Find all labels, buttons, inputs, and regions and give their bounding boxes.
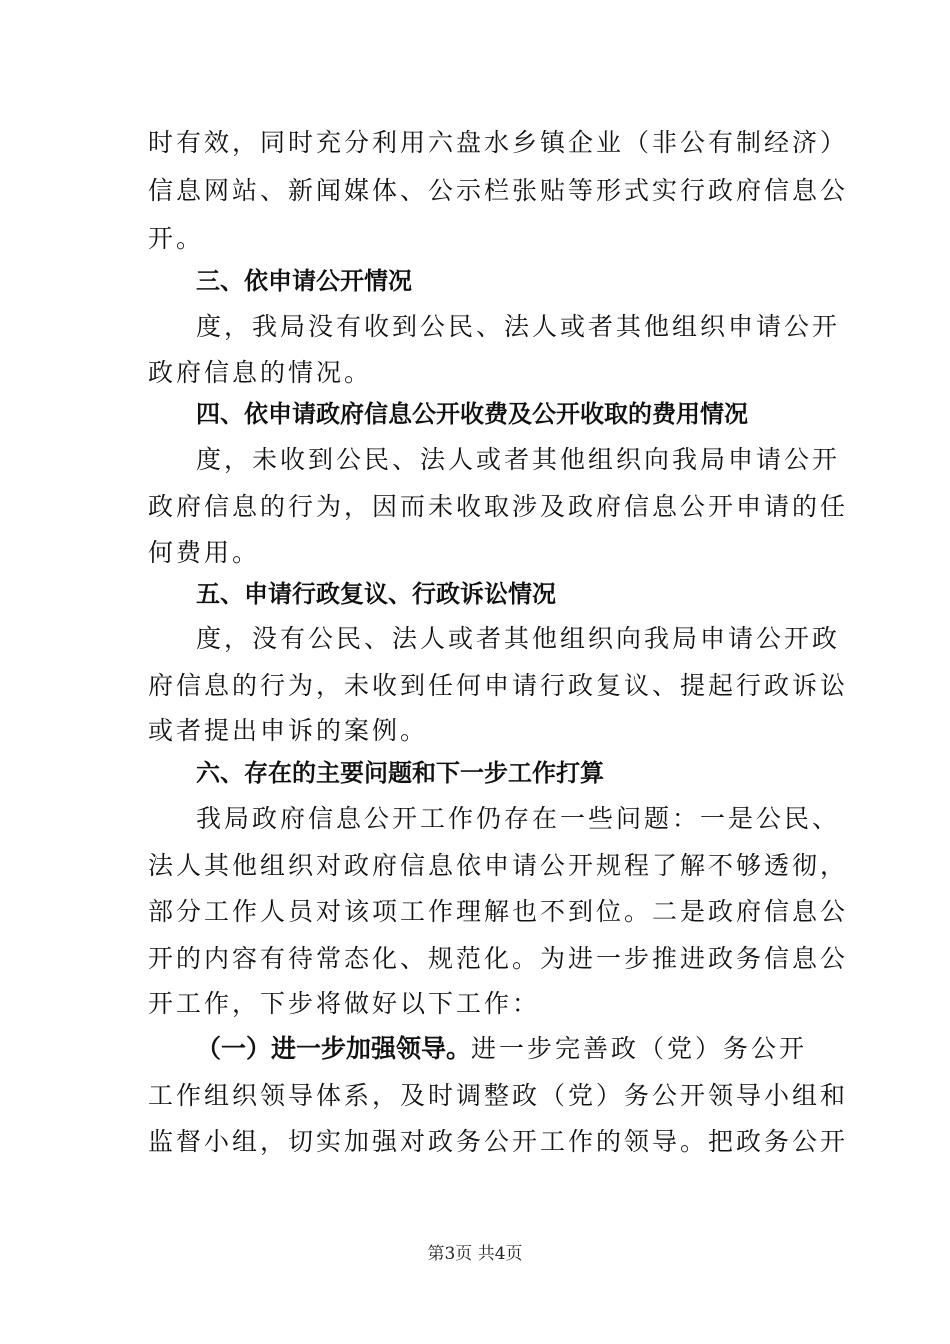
section-heading-6: 六、存在的主要问题和下一步工作打算 [196,759,604,787]
body-line: 府信息的行为，未收到任何申请行政复议、提起行政诉讼 [148,671,849,700]
body-line: 何费用。 [148,538,261,567]
body-line: 工作组织领导体系，及时调整政（党）务公开领导小组和 [148,1081,849,1110]
body-line: 开的内容有待常态化、规范化。为进一步推进政务信息公 [148,944,849,973]
section-heading-5: 五、申请行政复议、行政诉讼情况 [196,580,556,608]
body-line: 度，未收到公民、法人或者其他组织向我局申请公开 [196,445,841,474]
body-line: 政府信息的情况。 [148,358,373,387]
item-one-lead: （一）进一步加强领导。 [196,1034,472,1063]
body-line: 或者提出申诉的案例。 [148,716,429,745]
body-line: 时有效，同时充分利用六盘水乡镇企业（非公有制经济） [148,128,849,157]
body-line: 政府信息的行为，因而未收取涉及政府信息公开申请的任 [148,492,849,521]
body-line: 我局政府信息公开工作仍存在一些问题：一是公民、 [196,804,841,833]
section-heading-3: 三、依申请公开情况 [196,267,412,295]
body-line: 度，我局没有收到公民、法人或者其他组织申请公开 [196,312,841,341]
body-line: 开。 [148,224,205,253]
section-heading-4: 四、依申请政府信息公开收费及公开收取的费用情况 [196,400,748,428]
body-line: 部分工作人员对该项工作理解也不到位。二是政府信息公 [148,897,849,926]
body-line: 监督小组，切实加强对政务公开工作的领导。把政务公开 [148,1127,849,1156]
page-number-footer: 第3页 共4页 [427,1244,523,1264]
item-one-text: 进一步完善政（党）务公开 [471,1034,808,1063]
body-line: 信息网站、新闻媒体、公示栏张贴等形式实行政府信息公 [148,176,849,205]
body-line: 开工作，下步将做好以下工作： [148,989,541,1018]
item-one-line [0,1032,950,1066]
body-line: 度，没有公民、法人或者其他组织向我局申请公开政 [196,624,841,653]
body-line: 法人其他组织对政府信息依申请公开规程了解不够透彻， [148,851,849,880]
